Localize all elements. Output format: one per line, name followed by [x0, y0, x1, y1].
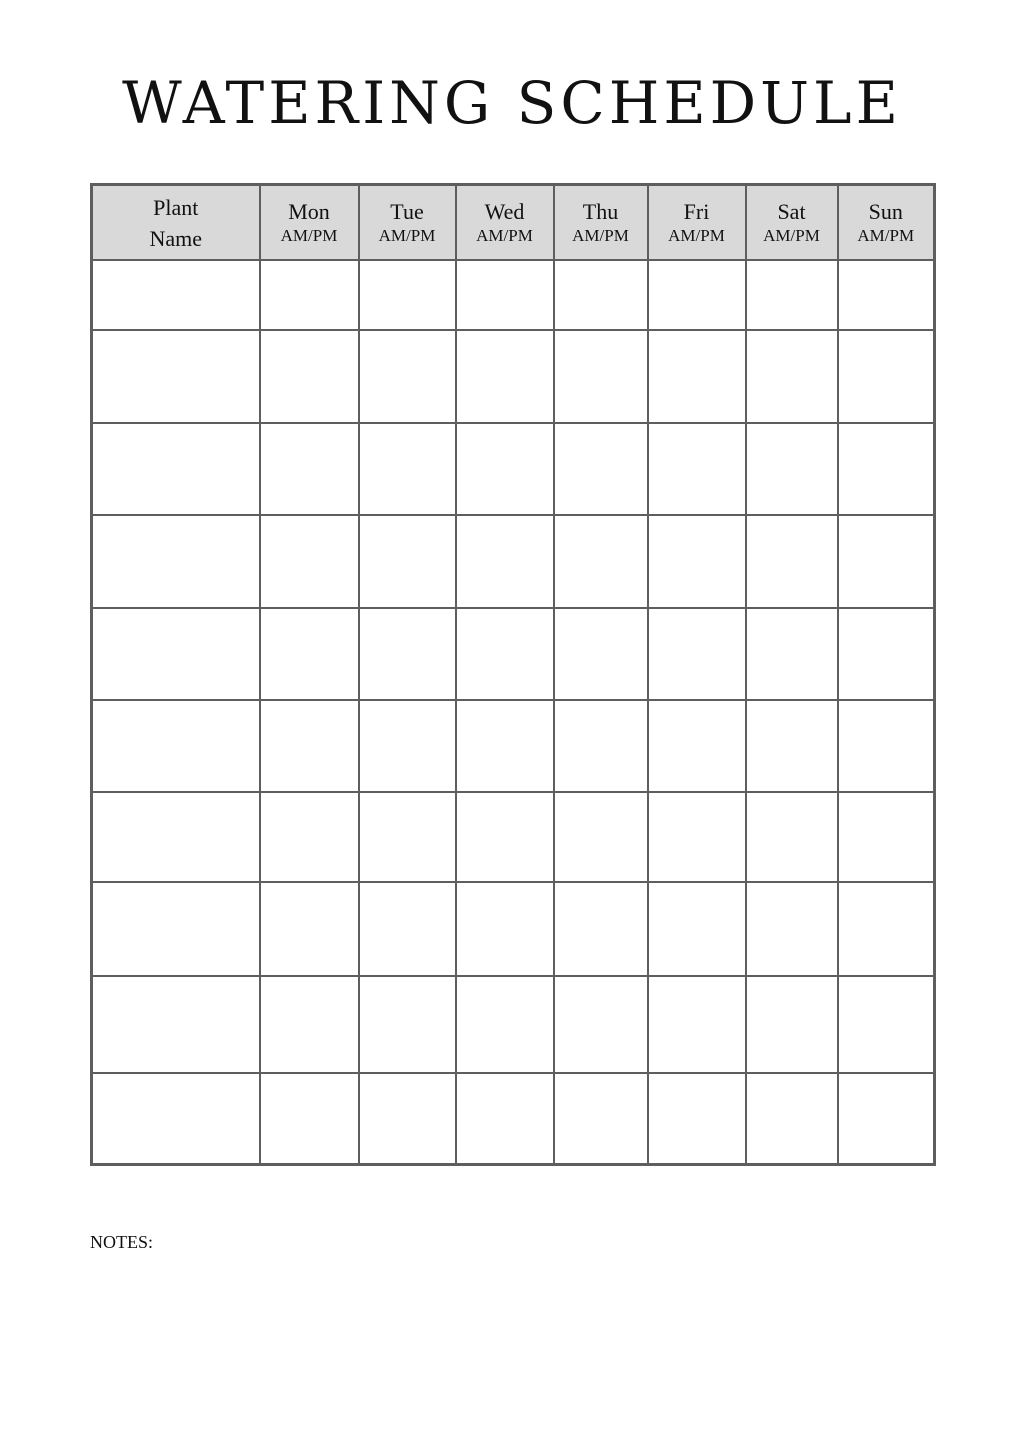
fri-cell[interactable] — [648, 1073, 746, 1164]
table-row — [92, 700, 935, 792]
tue-cell[interactable] — [359, 515, 456, 608]
thu-cell[interactable] — [554, 1073, 648, 1164]
sun-cell[interactable] — [838, 700, 935, 792]
sat-cell[interactable] — [746, 700, 838, 792]
day-ampm: AM/PM — [280, 225, 338, 245]
table-row — [92, 608, 935, 700]
fri-cell[interactable] — [648, 330, 746, 423]
fri-cell[interactable] — [648, 882, 746, 976]
wed-cell[interactable] — [456, 700, 554, 792]
mon-cell[interactable] — [260, 976, 359, 1073]
mon-cell[interactable] — [260, 330, 359, 423]
sun-cell[interactable] — [838, 976, 935, 1073]
sat-cell[interactable] — [746, 260, 838, 330]
fri-cell[interactable] — [648, 515, 746, 608]
sat-cell[interactable] — [746, 882, 838, 976]
sat-cell[interactable] — [746, 1073, 838, 1164]
plant-name-cell[interactable] — [92, 423, 260, 515]
tue-cell[interactable] — [359, 1073, 456, 1164]
plant-name-cell[interactable] — [92, 608, 260, 700]
fri-cell[interactable] — [648, 700, 746, 792]
day-header-sat — [746, 185, 838, 261]
tue-cell[interactable] — [359, 882, 456, 976]
sun-cell[interactable] — [838, 515, 935, 608]
fri-cell[interactable] — [648, 792, 746, 882]
mon-cell[interactable] — [260, 882, 359, 976]
day-name: Sat — [777, 198, 806, 224]
notes-label: NOTES: — [90, 1232, 153, 1252]
mon-cell[interactable] — [260, 515, 359, 608]
fri-cell[interactable] — [648, 260, 746, 330]
tue-cell[interactable] — [359, 423, 456, 515]
thu-cell[interactable] — [554, 700, 648, 792]
thu-cell[interactable] — [554, 792, 648, 882]
wed-cell[interactable] — [456, 423, 554, 515]
sat-cell[interactable] — [746, 608, 838, 700]
wed-cell[interactable] — [456, 608, 554, 700]
sat-cell[interactable] — [746, 330, 838, 423]
sun-cell[interactable] — [838, 608, 935, 700]
plant-name-cell[interactable] — [92, 1073, 260, 1164]
wed-cell[interactable] — [456, 515, 554, 608]
thu-cell[interactable] — [554, 423, 648, 515]
day-header-wed — [456, 185, 554, 261]
day-header-mon — [260, 185, 359, 261]
plant-name-cell[interactable] — [92, 330, 260, 423]
sat-cell[interactable] — [746, 515, 838, 608]
day-name: Sun — [868, 198, 903, 224]
table-row — [92, 792, 935, 882]
mon-cell[interactable] — [260, 260, 359, 330]
day-header-thu — [554, 185, 648, 261]
tue-cell[interactable] — [359, 330, 456, 423]
watering-schedule-table — [90, 183, 936, 1166]
sun-cell[interactable] — [838, 1073, 935, 1164]
plant-name-cell[interactable] — [92, 515, 260, 608]
day-ampm: AM/PM — [668, 225, 725, 245]
wed-cell[interactable] — [456, 882, 554, 976]
wed-cell[interactable] — [456, 260, 554, 330]
mon-cell[interactable] — [260, 792, 359, 882]
table-row — [92, 1073, 935, 1164]
tue-cell[interactable] — [359, 608, 456, 700]
tue-cell[interactable] — [359, 976, 456, 1073]
page-title: WATERING SCHEDULE — [122, 69, 902, 137]
plant-name-cell[interactable] — [92, 792, 260, 882]
day-name: Mon — [288, 198, 330, 224]
fri-cell[interactable] — [648, 608, 746, 700]
thu-cell[interactable] — [554, 260, 648, 330]
day-header-tue — [359, 185, 456, 261]
fri-cell[interactable] — [648, 423, 746, 515]
table-row — [92, 515, 935, 608]
wed-cell[interactable] — [456, 1073, 554, 1164]
table-row — [92, 330, 935, 423]
mon-cell[interactable] — [260, 1073, 359, 1164]
mon-cell[interactable] — [260, 608, 359, 700]
wed-cell[interactable] — [456, 976, 554, 1073]
plant-name-cell[interactable] — [92, 976, 260, 1073]
thu-cell[interactable] — [554, 608, 648, 700]
sat-cell[interactable] — [746, 976, 838, 1073]
day-name: Fri — [683, 198, 710, 224]
day-ampm: AM/PM — [476, 225, 533, 245]
day-ampm: AM/PM — [857, 225, 915, 245]
plant-name-cell[interactable] — [92, 882, 260, 976]
plant-header-line2: Name — [149, 225, 203, 251]
sun-cell[interactable] — [838, 260, 935, 330]
tue-cell[interactable] — [359, 792, 456, 882]
sun-cell[interactable] — [838, 882, 935, 976]
plant-name-header — [92, 185, 260, 261]
table-row — [92, 423, 935, 515]
day-name: Tue — [390, 198, 424, 224]
day-ampm: AM/PM — [572, 225, 629, 245]
table-row — [92, 976, 935, 1073]
day-ampm: AM/PM — [378, 225, 436, 245]
mon-cell[interactable] — [260, 423, 359, 515]
thu-cell[interactable] — [554, 515, 648, 608]
thu-cell[interactable] — [554, 330, 648, 423]
day-name: Wed — [484, 198, 525, 224]
table-row — [92, 882, 935, 976]
thu-cell[interactable] — [554, 882, 648, 976]
fri-cell[interactable] — [648, 976, 746, 1073]
day-header-fri — [648, 185, 746, 261]
sat-cell[interactable] — [746, 792, 838, 882]
wed-cell[interactable] — [456, 792, 554, 882]
wed-cell[interactable] — [456, 330, 554, 423]
day-name: Thu — [582, 198, 619, 224]
day-ampm: AM/PM — [763, 225, 820, 245]
plant-header-line1: Plant — [153, 194, 199, 220]
sun-cell[interactable] — [838, 423, 935, 515]
thu-cell[interactable] — [554, 976, 648, 1073]
plant-name-cell[interactable] — [92, 260, 260, 330]
mon-cell[interactable] — [260, 700, 359, 792]
tue-cell[interactable] — [359, 700, 456, 792]
sun-cell[interactable] — [838, 792, 935, 882]
table-row — [92, 260, 935, 330]
sat-cell[interactable] — [746, 423, 838, 515]
tue-cell[interactable] — [359, 260, 456, 330]
day-header-sun — [838, 185, 935, 261]
plant-name-cell[interactable] — [92, 700, 260, 792]
sun-cell[interactable] — [838, 330, 935, 423]
table-header-row — [92, 185, 935, 261]
